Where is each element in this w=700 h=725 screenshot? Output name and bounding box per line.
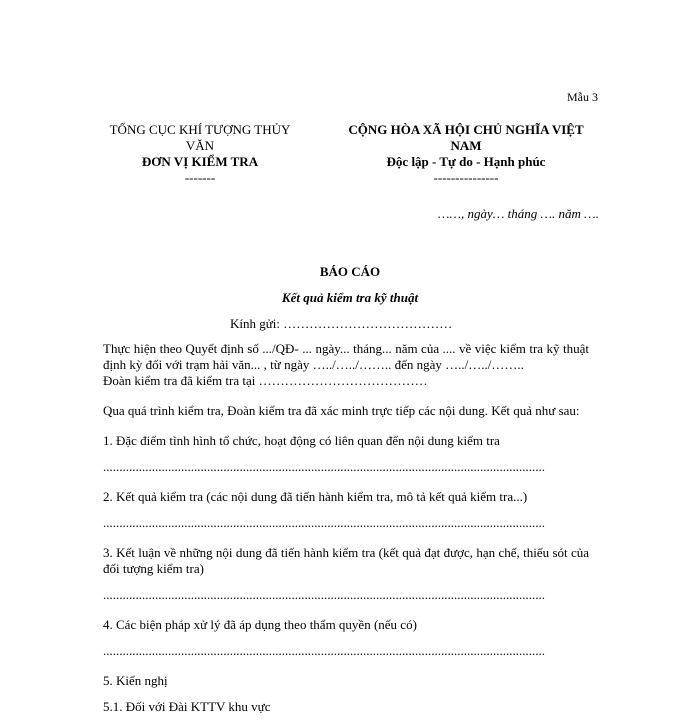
country-name-line1: CỘNG HÒA XÃ HỘI CHỦ NGHĨA VIỆT <box>348 122 584 137</box>
section-2-heading: 2. Kết quả kiểm tra (các nội dung đã tiến hành kiểm tra, mô tả kết quả kiểm tra...) <box>103 489 528 504</box>
inspection-unit: ĐƠN VỊ KIỂM TRA <box>141 154 259 169</box>
section-1-heading: 1. Đặc điểm tình hình tổ chức, hoạt động có liên quan đến nội dung kiểm tra <box>103 433 500 448</box>
inspection-location: Đoàn kiểm tra đã kiểm tra tại ………………………………… <box>103 373 428 388</box>
report-title: BÁO CÁO <box>319 264 381 279</box>
section-5-1-item: 5.1. Đối với Đài KTTV khu vực <box>103 699 271 714</box>
national-motto <box>326 122 606 186</box>
date-line: ……, ngày… tháng …. năm …. <box>437 206 599 221</box>
section-2-fill-line: ........................................................................................................................................ <box>103 515 545 530</box>
section-3-heading: 3. Kết luận về những nội dung đã tiến hành kiểm tra (kết quả đạt được, hạn chế, thiếu sót của đối tượng kiểm tra) <box>103 545 589 576</box>
verification-paragraph: Qua quá trình kiểm tra, Đoàn kiểm tra đã xác minh trực tiếp các nội dung. Kết quả như sau: <box>103 403 580 418</box>
section-4-fill-line: ........................................................................................................................................ <box>103 643 545 658</box>
agency-name-line1: TỔNG CỤC KHÍ TƯỢNG THỦY <box>109 122 291 137</box>
report-body <box>103 341 589 725</box>
country-name-line2: NAM <box>450 138 482 153</box>
intro-paragraph: Thực hiện theo Quyết định số .../QĐ- ... ngày... tháng... năm của .... về việc kiểm tra kỹ thuật định kỳ đối với trạm hải văn... , từ ngày …../…../…….. đến ngày …../…../…….. <box>103 341 589 372</box>
section-4-heading: 4. Các biện pháp xử lý đã áp dụng theo thẩm quyền (nếu có) <box>103 617 417 632</box>
section-3-fill-line: ........................................................................................................................................ <box>103 587 545 602</box>
motto-divider: --------------- <box>433 170 499 185</box>
agency-name-line2: VĂN <box>185 138 215 153</box>
report-subtitle: Kết quả kiểm tra kỹ thuật <box>281 290 419 305</box>
section-5-heading: 5. Kiến nghị <box>103 673 168 688</box>
motto: Độc lập - Tự do - Hạnh phúc <box>386 154 546 169</box>
agency-divider: ------- <box>184 170 216 185</box>
recipient-line: Kính gửi: ………………………………… <box>230 316 453 331</box>
section-1-fill-line: ........................................................................................................................................ <box>103 459 545 474</box>
issuing-agency <box>100 122 300 186</box>
form-code: Mẫu 3 <box>567 90 598 104</box>
